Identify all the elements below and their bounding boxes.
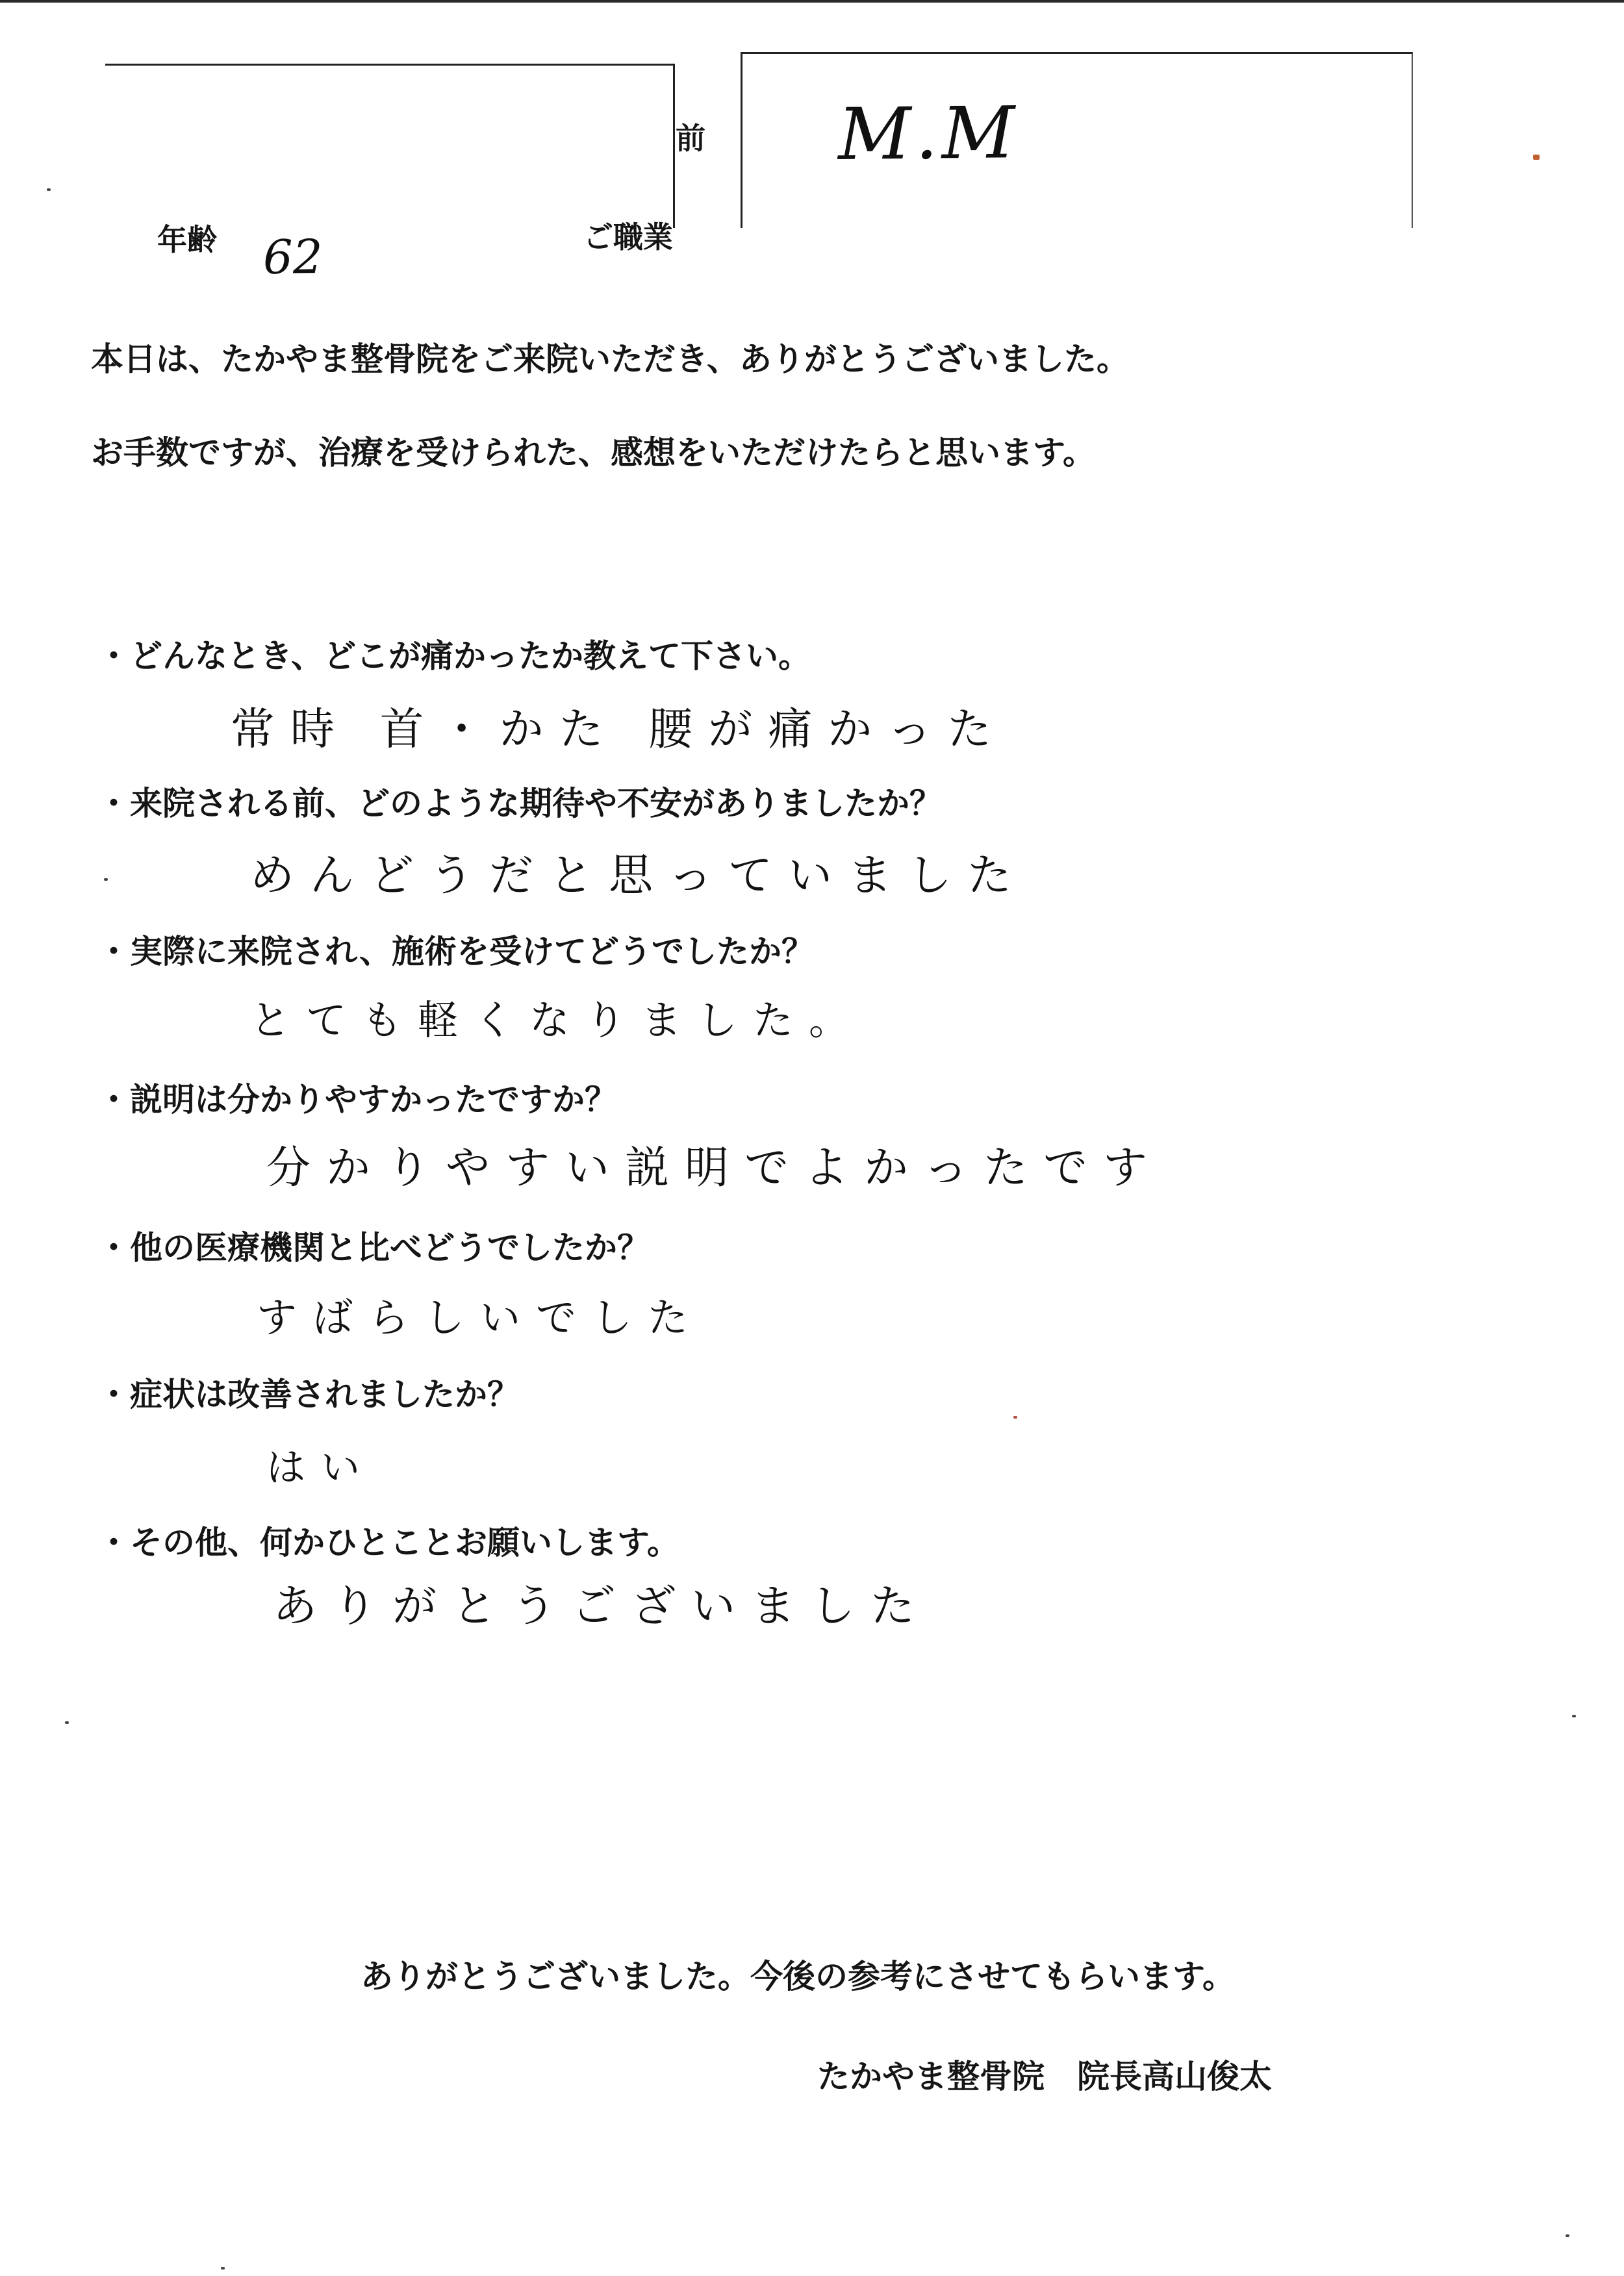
- scan-speck: [47, 188, 51, 191]
- question-5: ・他の医療機関と比べどうでしたか？: [97, 1229, 650, 1267]
- name-value: M.M: [837, 91, 1019, 176]
- question-2: ・来院される前、どのような期待や不安がありましたか？: [97, 785, 942, 822]
- scan-speck: [1013, 1416, 1017, 1419]
- scan-edge: [0, 0, 1624, 3]
- scan-speck: [104, 878, 108, 881]
- answer-4: 分かりやすい説明でよかったです: [266, 1143, 1163, 1194]
- name-label: 前: [676, 121, 705, 156]
- header-box-left: [105, 64, 675, 228]
- closing-thanks: ありがとうございました。今後の参考にさせてもらいます。: [361, 1958, 1235, 1995]
- question-4: ・説明は分かりやすかったですか？: [97, 1081, 617, 1119]
- scan-speck: [65, 1721, 69, 1724]
- signature: たかやま整骨院 院長高山俊太: [817, 2058, 1272, 2095]
- answer-7: ありがとうございました: [273, 1581, 931, 1632]
- occupation-label: ご職業: [583, 220, 673, 255]
- age-value: 62: [262, 229, 324, 284]
- intro-line-1: 本日は、たかやま整骨院をご来院いただき、ありがとうございました。: [91, 340, 1129, 378]
- question-1: ・どんなとき、どこが痛かったか教えて下さい。: [97, 637, 811, 675]
- intro-line-2: お手数ですが、治療を受けられた、感想をいただけたらと思います。: [91, 434, 1095, 472]
- scan-speck: [1566, 2234, 1569, 2237]
- answer-2: めんどうだと思っていました: [250, 850, 1028, 902]
- age-label: 年齢: [157, 222, 217, 257]
- answer-6: はい: [266, 1445, 375, 1491]
- question-6: ・症状は改善されましたか？: [97, 1376, 520, 1413]
- answer-5: すばらしいでした: [257, 1294, 704, 1341]
- scan-speck: [1572, 1715, 1576, 1717]
- answer-1: 常時 首・かた 腰が痛かった: [231, 704, 1008, 755]
- question-3: ・実際に来院され、施術を受けてどうでしたか？: [97, 933, 814, 970]
- scan-speck: [221, 2267, 225, 2270]
- question-7: ・その他、何かひとことお願いします。: [97, 1524, 679, 1562]
- scan-speck: [1533, 155, 1540, 160]
- answer-3: とても軽くなりました。: [250, 996, 865, 1044]
